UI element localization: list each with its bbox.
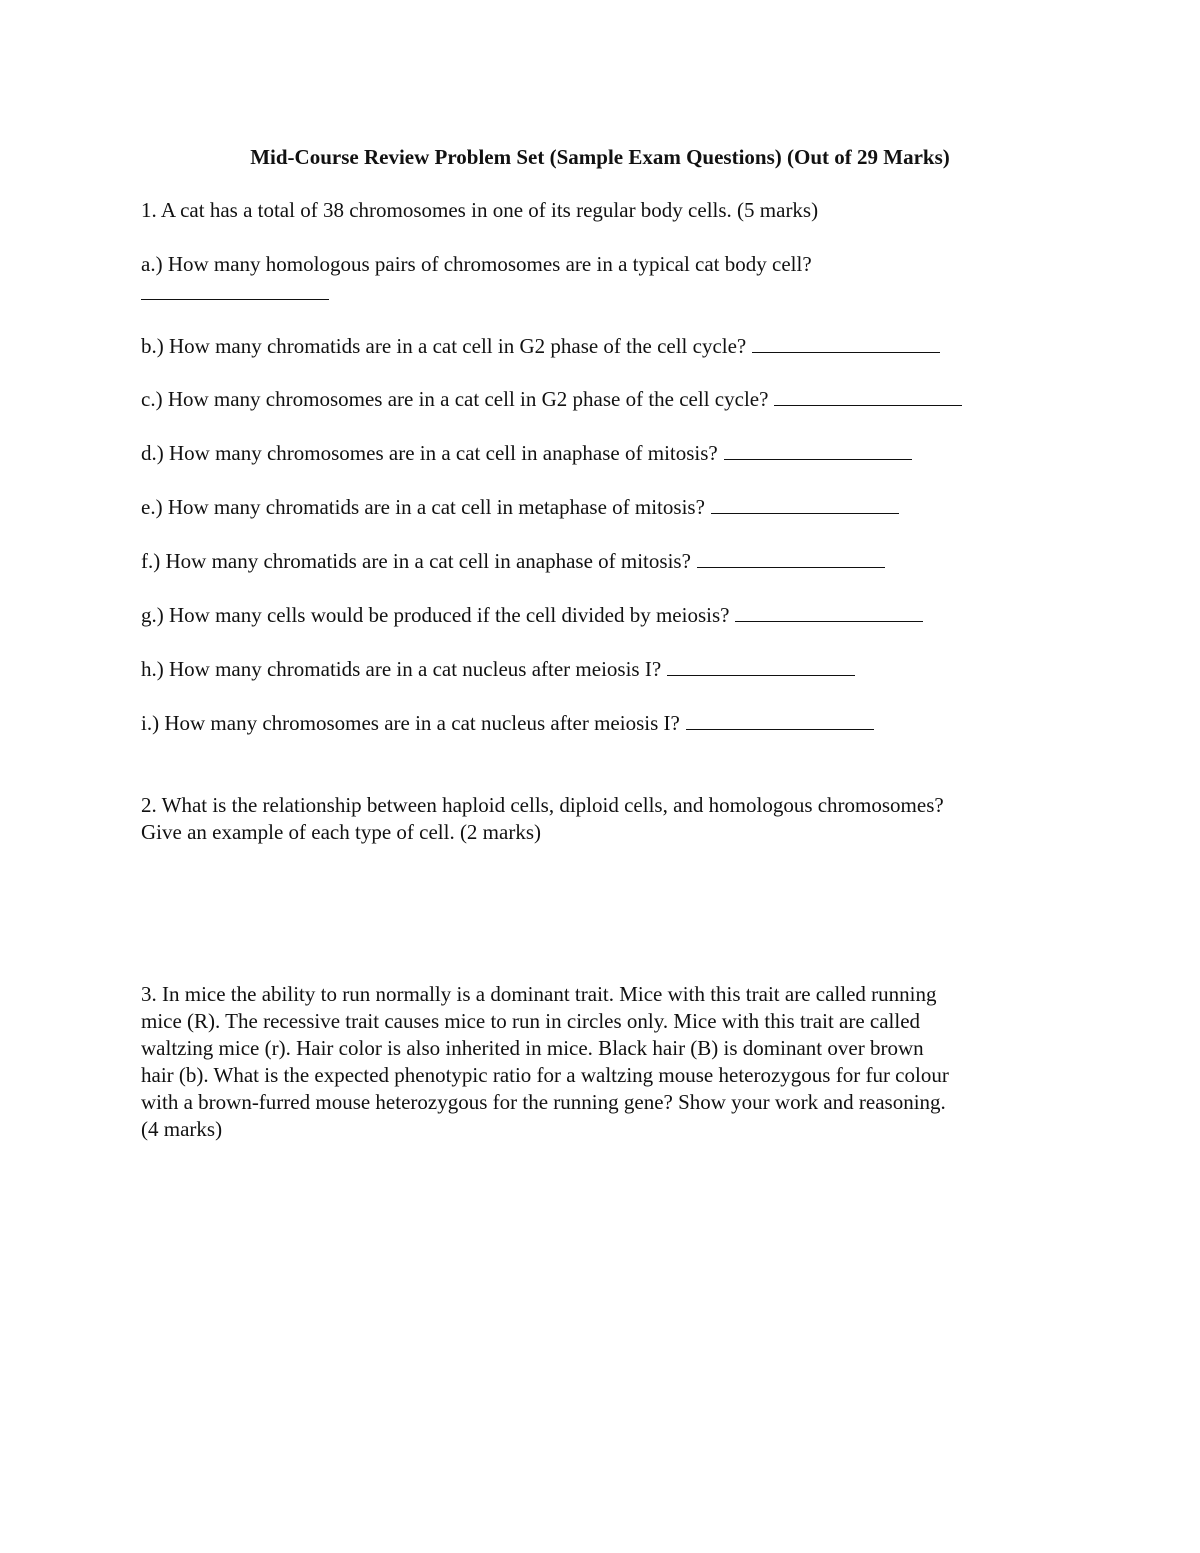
question-1e-row — [141, 494, 899, 521]
question-2-line: 2. What is the relationship between haploid cells, diploid cells, and homologous chromosomes? — [141, 793, 944, 817]
question-1e: e.) How many chromatids are in a cat cell in metaphase of mitosis? — [141, 495, 705, 519]
answer-blank-1b[interactable] — [752, 334, 940, 353]
answer-blank-1g[interactable] — [735, 603, 923, 622]
question-1a: a.) How many homologous pairs of chromosomes are in a typical cat body cell? — [141, 252, 812, 276]
question-1c-row — [141, 386, 962, 413]
question-1i-row — [141, 710, 874, 737]
question-1c: c.) How many chromosomes are in a cat cell in G2 phase of the cell cycle? — [141, 387, 769, 411]
question-3-line: with a brown-furred mouse heterozygous for the running gene? Show your work and reasoning. — [141, 1090, 946, 1114]
question-3-line: waltzing mice (r). Hair color is also inherited in mice. Black hair (B) is dominant over brown — [141, 1036, 924, 1060]
question-3-line: mice (R). The recessive trait causes mice to run in circles only. Mice with this trait are called — [141, 1009, 921, 1033]
answer-blank-1d[interactable] — [724, 441, 912, 460]
question-2-line: Give an example of each type of cell. (2 marks) — [141, 820, 541, 844]
question-3-line: hair (b). What is the expected phenotypic ratio for a waltzing mouse heterozygous for fur colour — [141, 1063, 949, 1087]
question-1b: b.) How many chromatids are in a cat cell in G2 phase of the cell cycle? — [141, 334, 747, 358]
answer-blank-1a[interactable] — [141, 280, 329, 307]
question-2 — [141, 792, 1061, 846]
question-1h-row — [141, 656, 855, 683]
question-1-stem: 1. A cat has a total of 38 chromosomes in one of its regular body cells. (5 marks) — [141, 198, 819, 222]
question-1b-row — [141, 333, 940, 360]
question-1h: h.) How many chromatids are in a cat nucleus after meiosis I? — [141, 657, 662, 681]
question-1d: d.) How many chromosomes are in a cat cell in anaphase of mitosis? — [141, 441, 718, 465]
question-1g-row — [141, 602, 923, 629]
question-1i: i.) How many chromosomes are in a cat nucleus after meiosis I? — [141, 711, 680, 735]
question-1f: f.) How many chromatids are in a cat cell in anaphase of mitosis? — [141, 549, 691, 573]
question-3-line: 3. In mice the ability to run normally is a dominant trait. Mice with this trait are called running — [141, 982, 937, 1006]
answer-blank-1e[interactable] — [711, 495, 899, 514]
answer-blank-1h[interactable] — [667, 657, 855, 676]
question-1f-row — [141, 548, 885, 575]
question-1g: g.) How many cells would be produced if the cell divided by meiosis? — [141, 603, 730, 627]
question-3 — [141, 981, 1061, 1143]
question-1d-row — [141, 440, 912, 467]
answer-blank-1f[interactable] — [697, 549, 885, 568]
question-3-line: (4 marks) — [141, 1117, 223, 1141]
answer-blank-1i[interactable] — [686, 711, 874, 730]
page-title: Mid-Course Review Problem Set (Sample Exam Questions) (Out of 29 Marks) — [250, 145, 950, 169]
answer-blank-1c[interactable] — [774, 387, 962, 406]
